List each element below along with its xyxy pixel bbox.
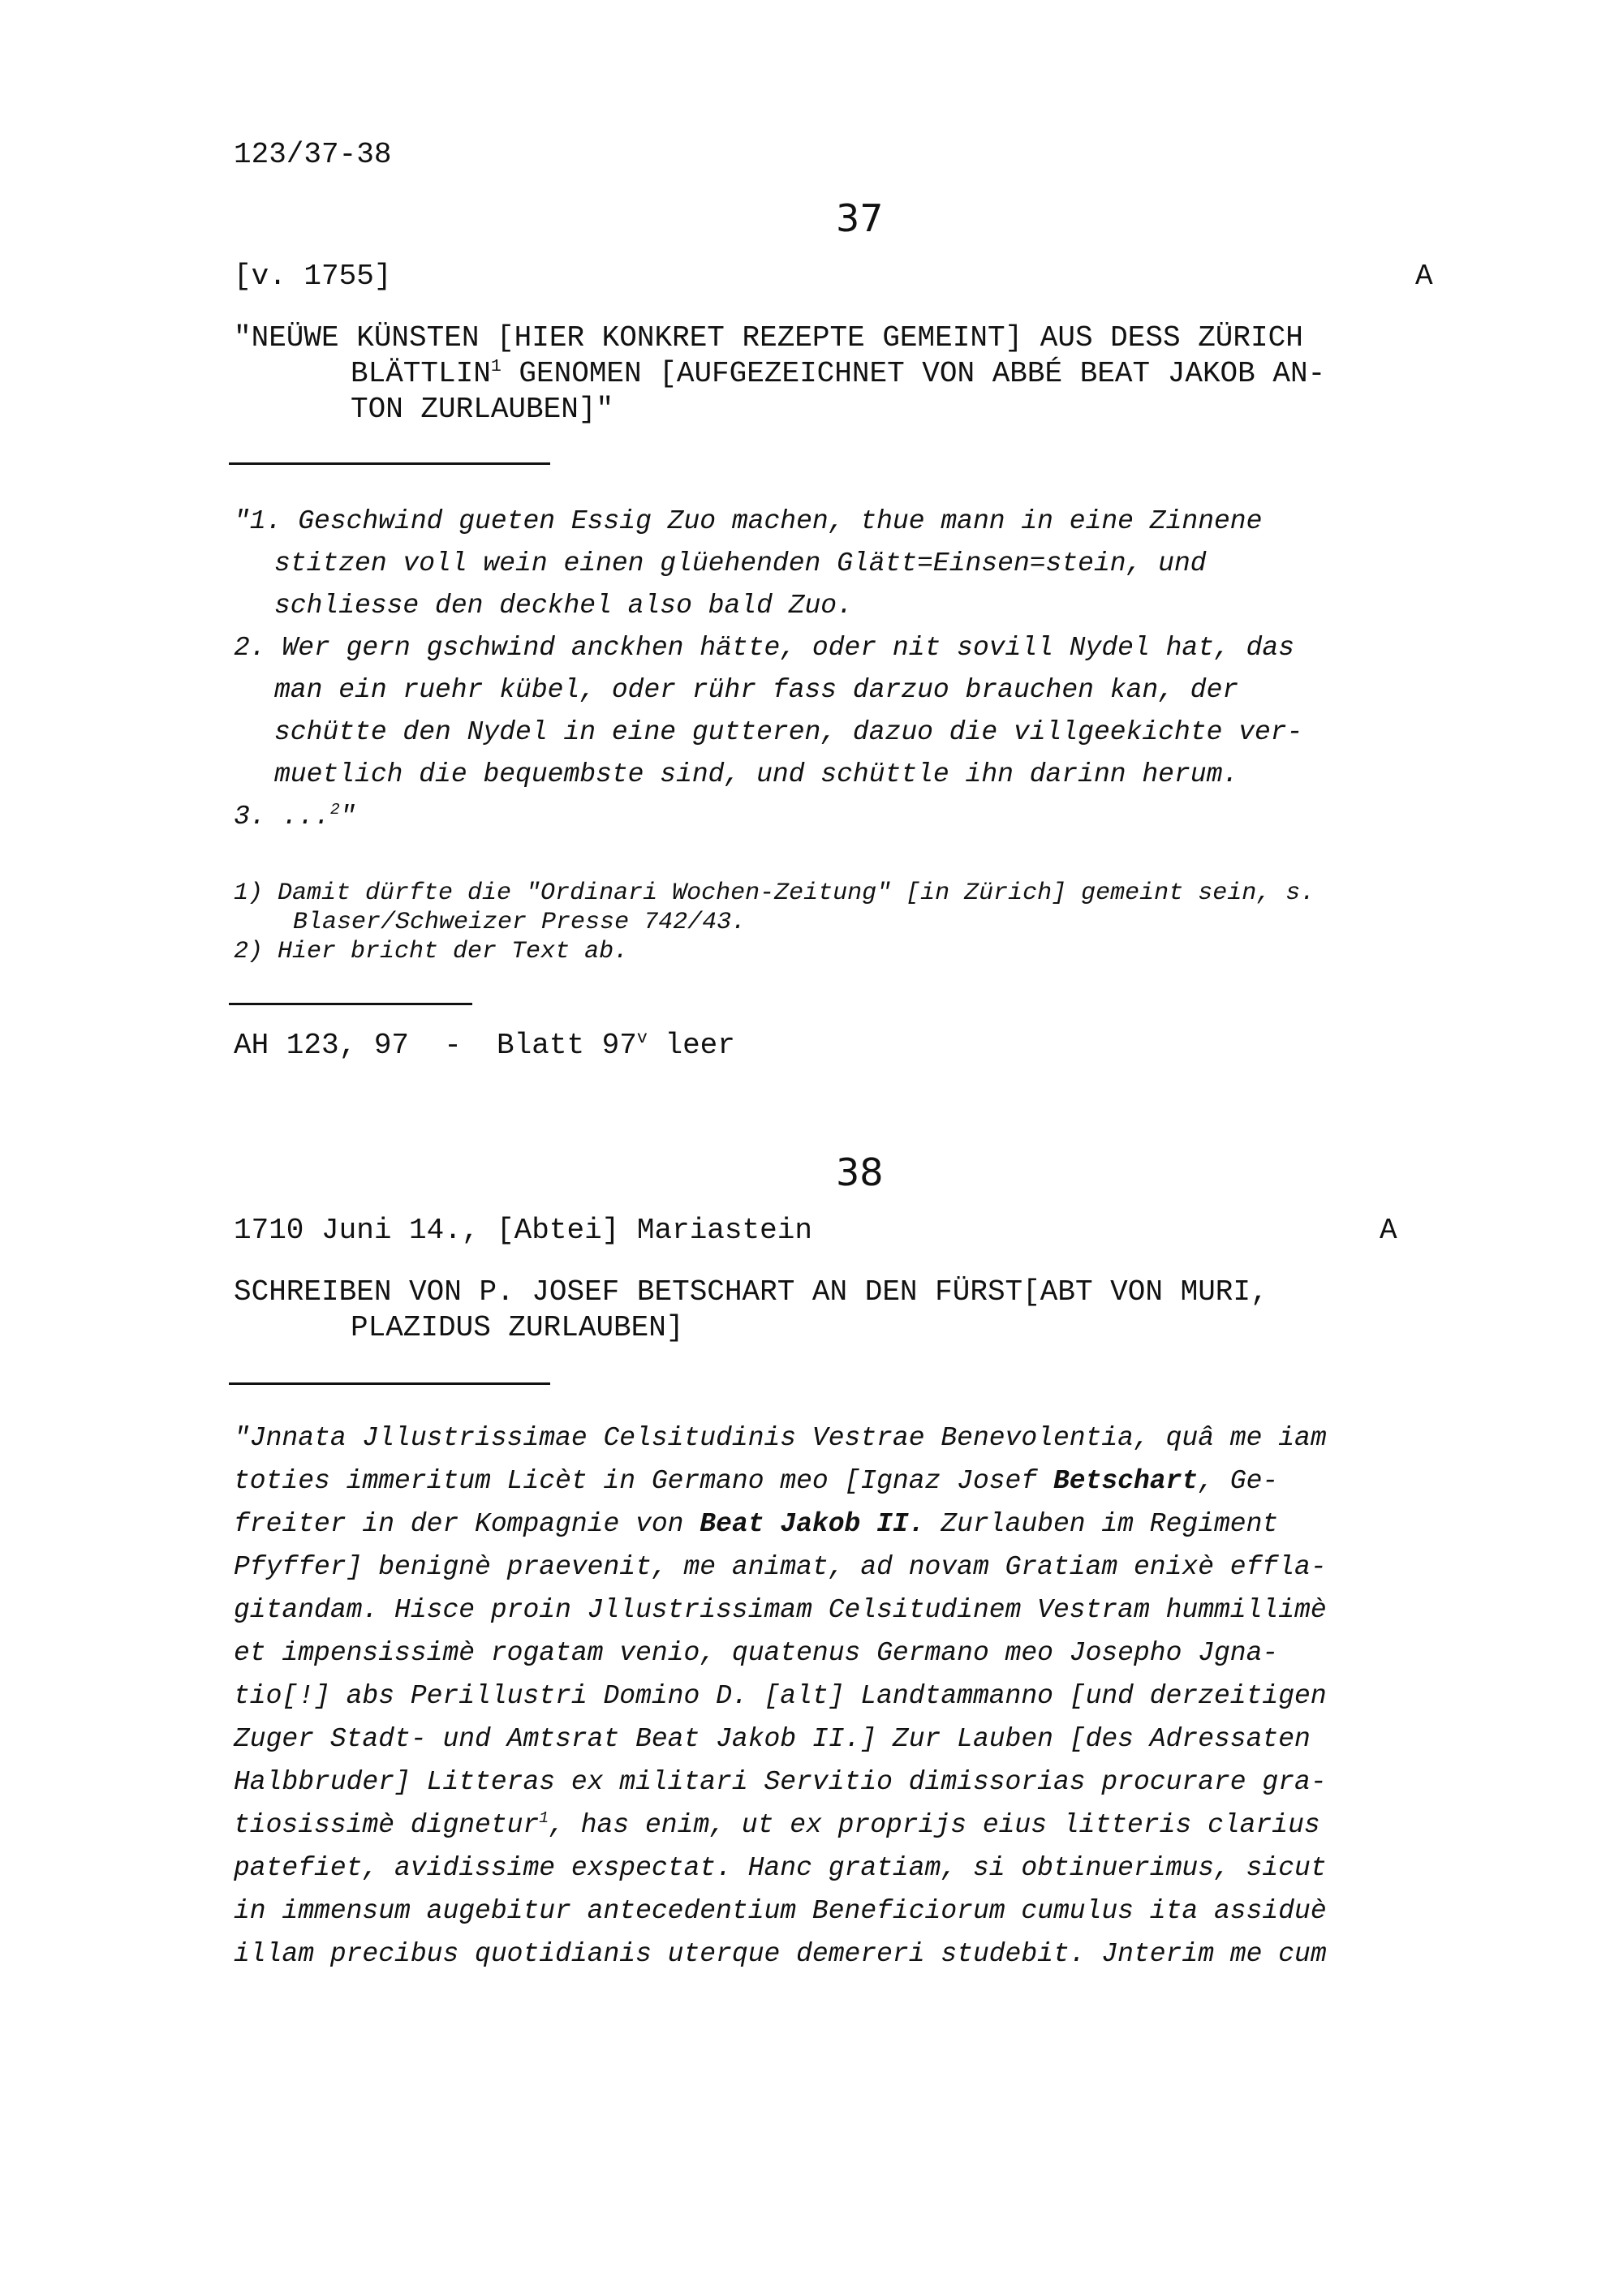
footnote-ref: 2 bbox=[329, 801, 340, 819]
letter-line: et impensissimè rogatam venio, quatenus Germano meo Josepho Jgna- bbox=[234, 1638, 1279, 1668]
letter-bold-name: Betschart bbox=[1053, 1466, 1199, 1496]
letter-segment: , has enim, ut ex proprijs eius litteris clarius bbox=[549, 1810, 1320, 1840]
document-title-line bbox=[351, 357, 1325, 390]
letter-line bbox=[234, 1509, 1278, 1539]
title-word: BLÄTTLIN bbox=[351, 357, 491, 390]
letter-line bbox=[234, 1810, 1320, 1840]
document-date: 1710 Juni 14., [Abtei] Mariastein bbox=[234, 1214, 812, 1247]
title-rest: GENOMEN [AUFGEZEICHNET VON ABBÉ BEAT JAKOB AN- bbox=[519, 357, 1326, 390]
section-divider bbox=[229, 1003, 472, 1005]
letter-line: "Jnnata Jllustrissimae Celsitudinis Vestrae Benevolentia, quâ me iam bbox=[234, 1423, 1327, 1453]
text-line: 2. Wer gern gschwind anckhen hätte, oder nit sovill Nydel hat, das bbox=[234, 633, 1295, 663]
letter-line: Halbbruder] Litteras ex militari Servitio dimissorias procurare gra- bbox=[234, 1767, 1327, 1797]
text-line: man ein ruehr kübel, oder rühr fass darzuo brauchen kan, der bbox=[274, 675, 1239, 705]
letter-line: Zuger Stadt- und Amtsrat Beat Jakob II.] Zur Lauben [des Adressaten bbox=[234, 1724, 1311, 1754]
document-title-line: "NEÜWE KÜNSTEN [HIER KONKRET REZEPTE GEMEINT] AUS DESS ZÜRICH bbox=[234, 321, 1303, 355]
document-title-line: PLAZIDUS ZURLAUBEN] bbox=[351, 1311, 684, 1344]
text-line bbox=[234, 802, 356, 832]
footnote-ref: 1 bbox=[539, 1809, 549, 1827]
superscript: v bbox=[636, 1029, 648, 1048]
section-divider bbox=[229, 462, 550, 465]
text-line: "1. Geschwind gueten Essig Zuo machen, thue mann in eine Zinnene bbox=[234, 506, 1263, 536]
document-marker: A bbox=[1380, 1214, 1397, 1247]
footnote: 1) Damit dürfte die "Ordinari Wochen-Zeitung" [in Zürich] gemeint sein, s. bbox=[234, 879, 1315, 907]
letter-line: in immensum augebitur antecedentium Beneficiorum cumulus ita assiduè bbox=[234, 1896, 1327, 1926]
letter-segment: tiosissimè dignetur bbox=[234, 1810, 540, 1840]
letter-segment: , Ge- bbox=[1198, 1466, 1279, 1496]
letter-line: tio[!] abs Perillustri Domino D. [alt] Landtammanno [und derzeitigen bbox=[234, 1681, 1327, 1711]
text-ellipsis: 3. ... bbox=[234, 802, 330, 832]
closing-quote: " bbox=[339, 802, 356, 832]
text-line: stitzen voll wein einen glüehenden Glätt=Einsen=stein, und bbox=[274, 548, 1207, 578]
source-reference bbox=[234, 1029, 735, 1062]
text-line: schliesse den deckhel also bald Zuo. bbox=[274, 591, 853, 621]
footnote: Blaser/Schweizer Presse 742/43. bbox=[293, 909, 747, 936]
letter-line bbox=[234, 1466, 1278, 1496]
letter-bold-name: Beat Jakob II. bbox=[700, 1509, 925, 1539]
letter-segment: toties immeritum Licèt in Germano meo [Ignaz Josef bbox=[234, 1466, 1053, 1496]
letter-line: gitandam. Hisce proin Jllustrissimam Celsitudinem Vestram hummillimè bbox=[234, 1595, 1327, 1625]
footnote: 2) Hier bricht der Text ab. bbox=[234, 938, 629, 965]
text-line: muetlich die bequembste sind, und schüttle ihn darinn herum. bbox=[274, 759, 1239, 789]
document-number-38: 38 bbox=[836, 1150, 884, 1194]
document-title-line: TON ZURLAUBEN]" bbox=[351, 393, 614, 426]
document-marker: A bbox=[1415, 260, 1433, 293]
letter-segment: freiter in der Kompagnie von bbox=[234, 1509, 700, 1539]
letter-segment: Zurlauben im Regiment bbox=[924, 1509, 1279, 1539]
document-number-37: 37 bbox=[836, 196, 884, 240]
footnote-ref: 1 bbox=[490, 357, 502, 376]
document-date: [v. 1755] bbox=[234, 260, 392, 293]
letter-line: illam precibus quotidianis uterque demereri studebit. Jnterim me cum bbox=[234, 1939, 1327, 1969]
section-divider bbox=[229, 1382, 550, 1385]
letter-line: Pfyffer] benignè praevenit, me animat, ad novam Gratiam enixè effla- bbox=[234, 1552, 1327, 1582]
document-title-line: SCHREIBEN VON P. JOSEF BETSCHART AN DEN FÜRST[ABT VON MURI, bbox=[234, 1275, 1268, 1309]
text-line: schütte den Nydel in eine gutteren, dazuo die villgeekichte ver- bbox=[274, 717, 1303, 747]
page-reference: 123/37-38 bbox=[234, 138, 392, 171]
letter-line: patefiet, avidissime exspectat. Hanc gratiam, si obtinuerimus, sicut bbox=[234, 1853, 1327, 1883]
source-text: AH 123, 97 - Blatt 97 bbox=[234, 1029, 637, 1062]
source-text-end: leer bbox=[647, 1029, 735, 1062]
